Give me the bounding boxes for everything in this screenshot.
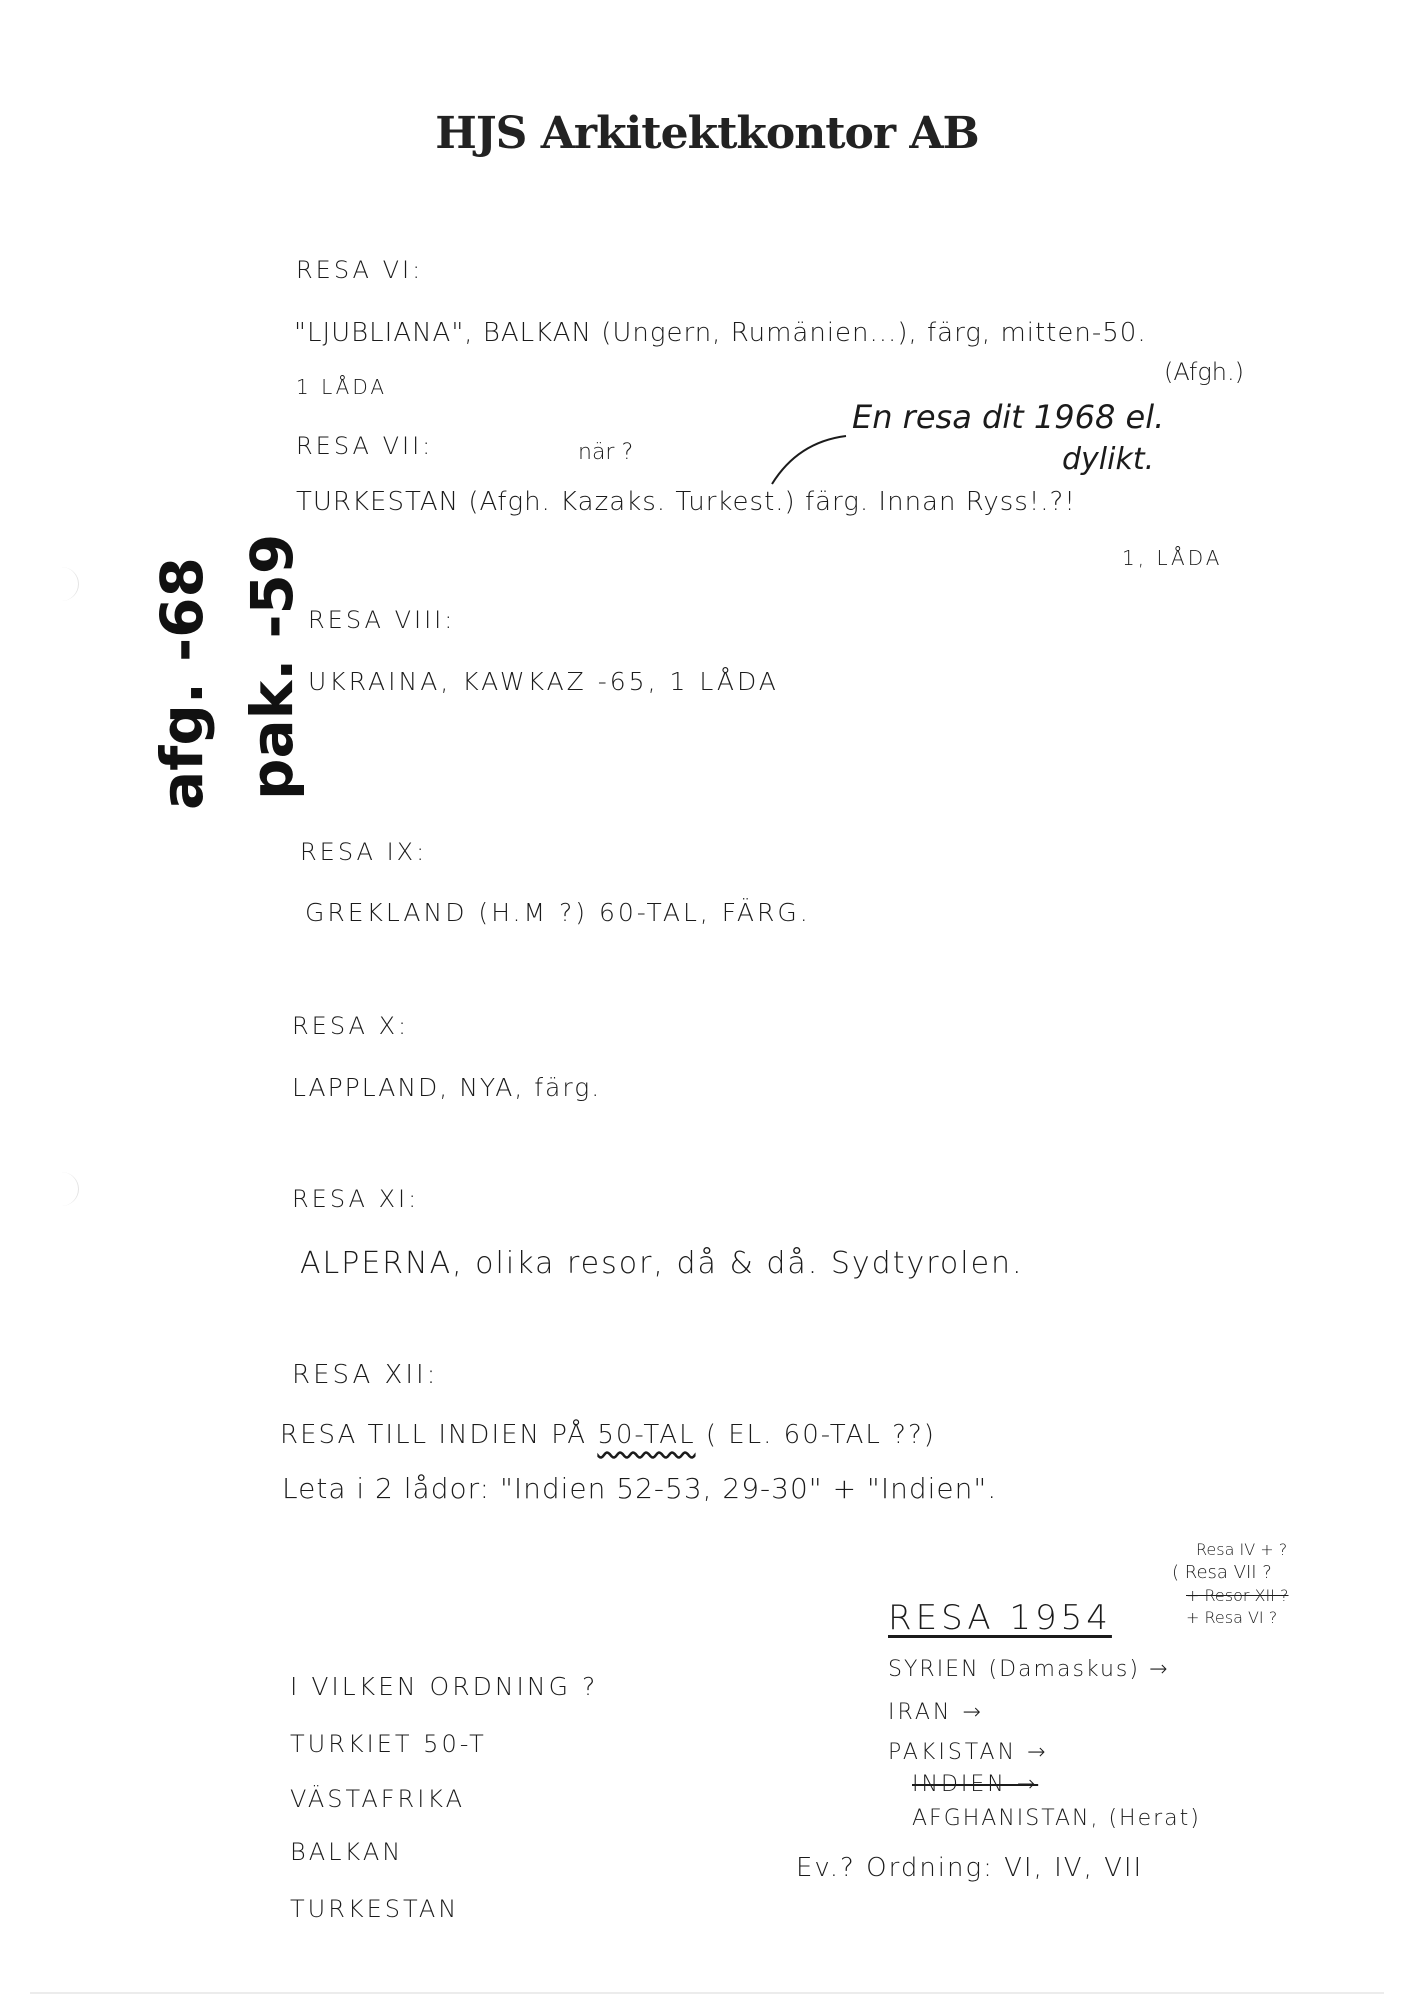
resa-7-heading: RESA VII: <box>296 432 434 460</box>
resa-10-line: LAPPLAND, NYA, färg. <box>292 1073 602 1102</box>
route-stop: IRAN → <box>888 1700 984 1725</box>
resa-11-line: ALPERNA, olika resor, då & då. Sydtyrolen. <box>300 1246 1024 1281</box>
punch-hole <box>44 1172 79 1206</box>
resa-12-line-1b: 50-TAL <box>597 1420 696 1450</box>
resa-8-heading: RESA VIII: <box>308 606 456 634</box>
resa-6-box: 1 LÅDA <box>296 375 388 399</box>
resa-9-line: GREKLAND (H.M ?) 60-TAL, FÄRG. <box>305 898 811 927</box>
resa-9-heading: RESA IX: <box>300 838 428 866</box>
order-item: VÄSTAFRIKA <box>290 1785 466 1813</box>
letterhead: HJS Arkitektkontor AB <box>435 108 979 159</box>
resa-1954-ordning: Ev.? Ordning: VI, IV, VII <box>796 1853 1144 1883</box>
side-note-afg: afg. -68 <box>148 557 216 810</box>
resa-1954-note: + Resor XII ? <box>1186 1586 1289 1605</box>
resa-12-line-2: Leta i 2 lådor: "Indien 52-53, 29-30" + "Indien". <box>282 1472 998 1505</box>
order-question: I VILKEN ORDNING ? <box>290 1672 599 1701</box>
resa-1954-title: RESA 1954 <box>888 1598 1112 1638</box>
resa-6-heading: RESA VI: <box>296 256 424 284</box>
resa-8-line: UKRAINA, KAWKAZ -65, 1 LÅDA <box>308 667 779 696</box>
route-stop: SYRIEN (Damaskus) → <box>888 1657 1170 1682</box>
arrow-icon <box>768 432 848 488</box>
resa-12-heading: RESA XII: <box>292 1360 439 1390</box>
resa-7-note-1: En resa dit 1968 el. <box>852 398 1165 436</box>
resa-12-line-1a: RESA TILL INDIEN PÅ <box>280 1420 588 1450</box>
order-item: TURKIET 50-T <box>290 1730 487 1758</box>
order-item: TURKESTAN <box>290 1895 460 1923</box>
resa-6-afgh-note: (Afgh.) <box>1164 358 1244 386</box>
route-stop: AFGHANISTAN, (Herat) <box>912 1806 1201 1831</box>
order-item: BALKAN <box>290 1838 404 1866</box>
resa-10-heading: RESA X: <box>292 1012 410 1040</box>
resa-1954-note: + Resa VI ? <box>1186 1608 1278 1627</box>
resa-12-line-1c: ( EL. 60-TAL ??) <box>705 1420 936 1450</box>
resa-1954-note: Resa IV + ? <box>1196 1540 1288 1559</box>
resa-11-heading: RESA XI: <box>292 1185 420 1213</box>
resa-12-line-1 <box>280 1420 936 1450</box>
resa-6-line: "LJUBLIANA", BALKAN (Ungern, Rumänien...), färg, mitten-50. <box>294 318 1147 348</box>
resa-7-line: TURKESTAN (Afgh. Kazaks. Turkest.) färg. Innan Ryss!.?! <box>296 487 1076 517</box>
route-stop: INDIEN → <box>912 1772 1039 1797</box>
resa-7-box: 1, LÅDA <box>1122 546 1223 570</box>
side-note-pak: pak. -59 <box>238 533 306 800</box>
page-edge <box>30 1992 1384 1994</box>
route-stop: PAKISTAN → <box>888 1740 1049 1765</box>
resa-1954-note: ( Resa VII ? <box>1172 1562 1272 1583</box>
punch-hole <box>44 567 79 601</box>
resa-7-note-2: dylikt. <box>1062 442 1155 477</box>
resa-7-nar: när ? <box>578 440 634 465</box>
